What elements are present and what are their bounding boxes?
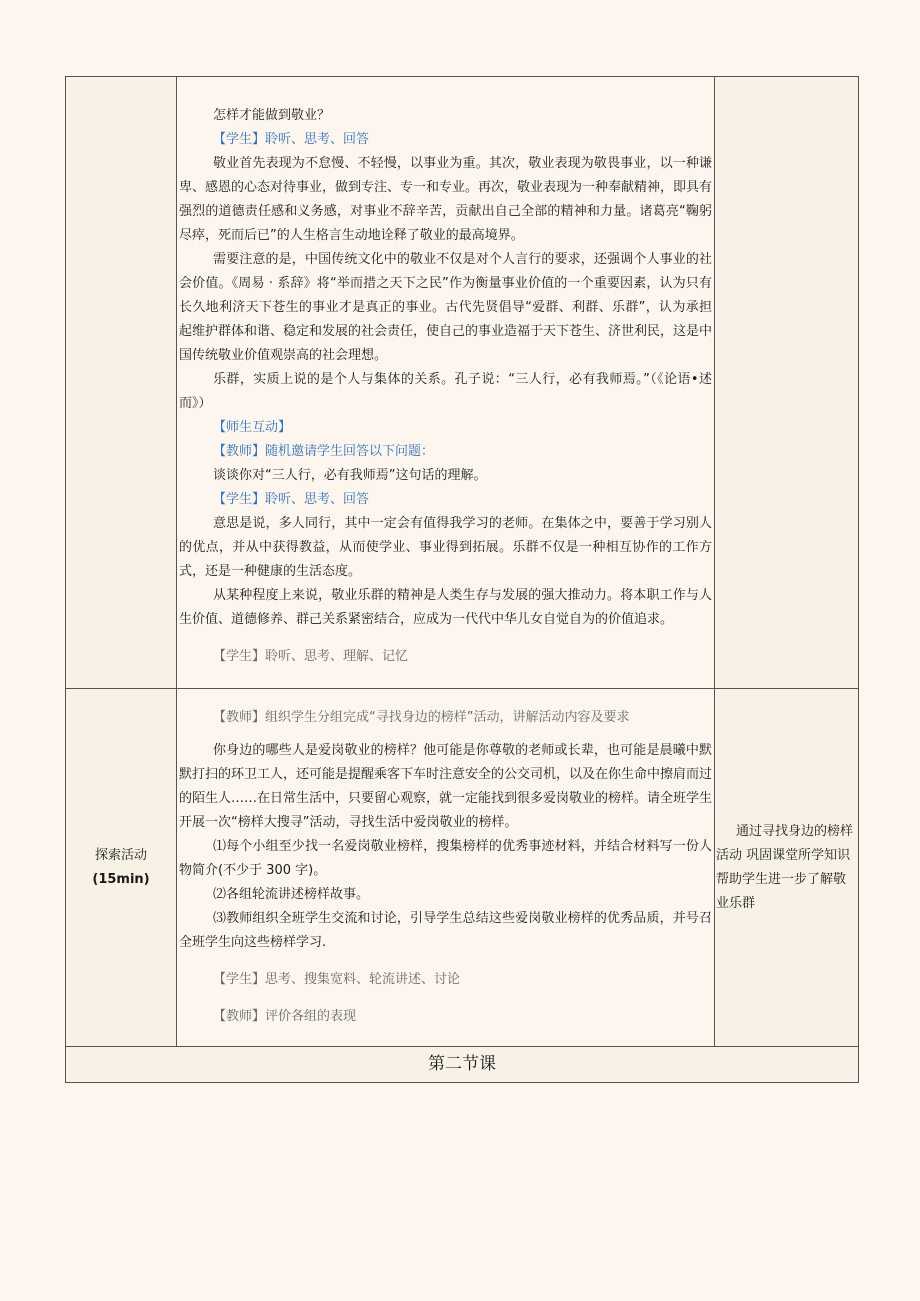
interaction-tag: 【师生互动】 (213, 420, 292, 435)
student-tag: 【学生】聆听、思考、回答 (213, 492, 370, 507)
section-title: 第二节课 (428, 1054, 496, 1074)
section-row (66, 1047, 859, 1083)
student-activity-tag: 【学生】聆听、思考、理解、记忆 (213, 649, 409, 664)
content-cell (177, 689, 715, 1047)
lesson-plan-table (65, 76, 859, 1083)
note-cell-empty (715, 77, 859, 689)
stage-name: 探索活动 (94, 847, 147, 863)
question-text: 谈谈你对“三人行，必有我师焉”这句话的理解。 (213, 468, 487, 483)
task-item-2: ⑵各组轮流讲述榜样故事。 (213, 887, 370, 902)
lesson-row-explore (66, 689, 859, 1047)
paragraph: 需要注意的是，中国传统文化中的敬业不仅是对个人言行的要求，还强调个人事业的社会价值。《周易 · 系辞》将“举而措之天下之民”作为衡量事业价值的一个重要因素，认为只有长久地利济天下苍生的事业才是真正的事业。古代先贤倡导“爱群、利群、乐群”，认为承担起维护群体和谐、稳定和发展的社会责任，使自己的事业造福于天下苍生、济世利民，这是中国传统敬业价值观崇高的社会理想。 (179, 252, 713, 363)
paragraph: 你身边的哪些人是爱岗敬业的榜样？他可能是你尊敬的老师或长辈，也可能是晨曦中默默打扫的环卫工人，还可能是提醒乘客下车时注意安全的公交司机，以及在你生命中擦肩而过的陌生人……在日常生活中，只要留心观察，就一定能找到很多爱岗敬业的榜样。请全班学生开展一次“榜样大搜寻”活动，寻找生活中爱岗敬业的榜样。 (179, 743, 713, 830)
paragraph: 敬业首先表现为不怠慢、不轻慢，以事业为重。其次，敬业表现为敬畏事业，以一种谦卑、感恩的心态对待事业，做到专注、专一和专业。再次，敬业表现为一种奉献精神，即具有强烈的道德责任感和义务感，对事业不辞辛苦，贡献出自己全部的精神和力量。诸葛亮“鞠躬尽瘁，死而后已”的人生格言生动地诠释了敬业的最高境界。 (179, 156, 713, 243)
content-cell (177, 77, 715, 689)
student-activity-tag: 【学生】思考、搜集宽料、轮流讲述、讨论 (213, 972, 461, 987)
task-item-3: ⑶教师组织全班学生交流和讨论，引导学生总结这些爱岗敬业榜样的优秀品质，并号召全班学生向这些榜样学习. (179, 911, 712, 950)
student-tag: 【学生】聆听、思考、回答 (213, 132, 370, 147)
stage-cell (66, 689, 177, 1047)
design-note: 通过寻找身边的榜样活动 巩固课堂所学知识帮助学生进一步了解敬业乐群 (716, 823, 854, 911)
task-item-1: ⑴每个小组至少找一名爱岗敬业榜样，搜集榜样的优秀事迹材料，并结合材料写一份人物简介(不少于 300 字)。 (179, 839, 712, 878)
section-title-cell (66, 1047, 859, 1083)
paragraph: 乐群，实质上说的是个人与集体的关系。孔子说：“三人行，必有我师焉。”（《论语•述而》） (179, 372, 712, 411)
stage-cell-empty (66, 77, 177, 689)
teacher-evaluation-tag: 【教师】评价各组的表现 (213, 1009, 357, 1024)
note-cell (715, 689, 859, 1047)
paragraph: 意思是说，多人同行，其中一定会有值得我学习的老师。在集体之中，要善于学习别人的优点，并从中获得教益，从而使学业、事业得到拓展。乐群不仅是一种相互协作的工作方式，还是一种健康的生活态度。 (179, 516, 712, 579)
stage-duration: (15min) (92, 871, 150, 887)
lesson-row-jingye (66, 77, 859, 689)
question-text: 怎样才能做到敬业？ (213, 108, 331, 123)
paragraph: 从某种程度上来说，敬业乐群的精神是人类生存与发展的强大推动力。将本职工作与人生价值、道德修养、群己关系紧密结合，应成为一代代中华儿女自觉自为的价值追求。 (179, 588, 712, 627)
teacher-tag: 【教师】组织学生分组完成“寻找身边的榜样”活动，讲解活动内容及要求 (213, 710, 630, 725)
teacher-tag: 【教师】随机邀请学生回答以下问题： (213, 444, 435, 459)
